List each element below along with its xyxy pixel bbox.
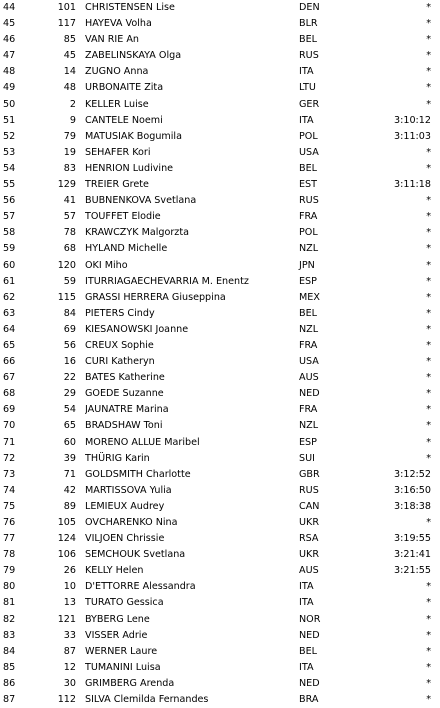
bib-number-cell: 115 [57,291,76,303]
table-row [0,161,440,177]
table-row [0,209,440,225]
finish-time-cell: * [426,372,431,384]
rank-cell: 70 [3,420,16,432]
nation-cell: DEN [299,2,320,13]
bib-number-cell: 124 [57,533,76,545]
finish-time-cell: * [426,436,431,448]
bib-number-cell: 12 [63,661,76,673]
table-row [0,451,440,467]
finish-time-cell: 3:11:18 [394,179,431,191]
nation-cell: POL [299,227,318,239]
nation-cell: GER [299,98,320,110]
finish-time-cell: * [426,388,431,400]
finish-time-cell: * [426,420,431,432]
finish-time-cell: 3:11:03 [394,130,431,142]
bib-number-cell: 112 [57,694,76,706]
table-row [0,113,440,129]
rider-name-cell: CHRISTENSEN Lise [85,2,175,13]
finish-time-cell: * [426,597,431,609]
nation-cell: UKR [299,549,319,561]
rank-cell: 79 [3,565,16,577]
rider-name-cell: VISSER Adrie [85,629,148,641]
finish-time-cell: 3:18:38 [394,500,431,512]
rank-cell: 54 [3,162,16,174]
bib-number-cell: 45 [63,50,76,62]
table-row [0,322,440,338]
table-row [0,129,440,145]
table-row [0,531,440,547]
nation-cell: SUI [299,452,315,464]
rider-name-cell: MARTISSOVA Yulia [85,484,172,496]
table-row [0,402,440,418]
rider-name-cell: HYLAND Michelle [85,243,168,255]
nation-cell: ITA [299,581,314,593]
nation-cell: AUS [299,565,319,577]
nation-cell: POL [299,130,318,142]
rider-name-cell: KRAWCZYK Malgorzta [85,227,189,239]
bib-number-cell: 57 [63,211,76,223]
finish-time-cell: * [426,243,431,255]
nation-cell: BEL [299,34,317,46]
bib-number-cell: 2 [69,98,76,110]
rank-cell: 82 [3,613,16,625]
nation-cell: RUS [299,50,319,62]
bib-number-cell: 16 [63,356,76,368]
bib-number-cell: 42 [63,484,76,496]
rider-name-cell: VILJOEN Chrissie [85,533,165,545]
bib-number-cell: 89 [63,500,76,512]
table-row [0,48,440,64]
nation-cell: GBR [299,468,320,480]
table-row [0,467,440,483]
table-row [0,628,440,644]
finish-time-cell: * [426,356,431,368]
nation-cell: BLR [299,18,318,30]
rider-name-cell: MATUSIAK Bogumila [85,130,182,142]
bib-number-cell: 59 [63,275,76,287]
rider-name-cell: ITURRIAGAECHEVARRIA M. Enentz [85,275,249,287]
finish-time-cell: * [426,259,431,271]
table-row [0,563,440,579]
bib-number-cell: 19 [63,146,76,158]
rider-name-cell: ZUGNO Anna [85,66,149,78]
nation-cell: JPN [299,259,315,271]
bib-number-cell: 106 [57,549,76,561]
nation-cell: NED [299,388,320,400]
rank-cell: 68 [3,388,16,400]
finish-time-cell: 3:16:50 [394,484,431,496]
table-row [0,370,440,386]
bib-number-cell: 14 [63,66,76,78]
bib-number-cell: 129 [57,179,76,191]
table-row [0,499,440,515]
finish-time-cell: * [426,227,431,239]
rider-name-cell: GOLDSMITH Charlotte [85,468,191,480]
bib-number-cell: 78 [63,227,76,239]
rider-name-cell: GRIMBERG Arenda [85,677,175,689]
table-row [0,177,440,193]
rank-cell: 65 [3,339,16,351]
bib-number-cell: 117 [57,18,76,30]
nation-cell: BRA [299,694,319,706]
rank-cell: 80 [3,581,16,593]
bib-number-cell: 83 [63,162,76,174]
table-row [0,306,440,322]
finish-time-cell: * [426,452,431,464]
finish-time-cell: 3:19:55 [394,533,431,545]
nation-cell: BEL [299,645,317,657]
rider-name-cell: KELLER Luise [85,98,149,110]
nation-cell: NZL [299,420,319,432]
rider-name-cell: TOUFFET Elodie [85,211,161,223]
table-row [0,660,440,676]
finish-time-cell: * [426,146,431,158]
rank-cell: 53 [3,146,16,158]
nation-cell: ESP [299,436,317,448]
bib-number-cell: 69 [63,323,76,335]
table-row [0,595,440,611]
finish-time-cell: 3:21:55 [394,565,431,577]
finish-time-cell: * [426,211,431,223]
bib-number-cell: 105 [57,517,76,528]
bib-number-cell: 48 [63,82,76,94]
rank-cell: 64 [3,323,16,335]
nation-cell: CAN [299,500,320,512]
rider-name-cell: GOEDE Suzanne [85,388,164,400]
table-row [0,418,440,434]
finish-time-cell: * [426,323,431,335]
nation-cell: LTU [299,82,316,94]
finish-time-cell: 3:12:52 [394,468,431,480]
rider-name-cell: HENRION Ludivine [85,162,174,174]
rank-cell: 85 [3,661,16,673]
table-row [0,435,440,451]
nation-cell: FRA [299,404,318,416]
table-row [0,241,440,257]
rank-cell: 58 [3,227,16,239]
finish-time-cell: * [426,162,431,174]
rider-name-cell: BYBERG Lene [85,613,150,625]
rank-cell: 44 [3,2,16,13]
nation-cell: RUS [299,484,319,496]
finish-time-cell: * [426,517,431,528]
finish-time-cell: * [426,82,431,94]
rider-name-cell: BUBNENKOVA Svetlana [85,195,197,207]
bib-number-cell: 22 [63,372,76,384]
rank-cell: 61 [3,275,16,287]
rider-name-cell: BRADSHAW Toni [85,420,163,432]
finish-time-cell: * [426,629,431,641]
nation-cell: BEL [299,307,317,319]
rider-name-cell: THÜRIG Karin [85,452,150,464]
bib-number-cell: 71 [63,468,76,480]
rider-name-cell: BATES Katherine [85,372,165,384]
rider-name-cell: OKI Miho [85,259,128,271]
rider-name-cell: VAN RIE An [85,34,139,46]
table-row [0,225,440,241]
finish-time-cell: * [426,195,431,207]
rank-cell: 72 [3,452,16,464]
bib-number-cell: 10 [63,581,76,593]
rank-cell: 73 [3,468,16,480]
rank-cell: 45 [3,18,16,30]
nation-cell: ITA [299,597,314,609]
bib-number-cell: 84 [63,307,76,319]
rider-name-cell: TREIER Grete [85,179,149,191]
rank-cell: 83 [3,629,16,641]
rank-cell: 56 [3,195,16,207]
finish-time-cell: * [426,339,431,351]
bib-number-cell: 65 [63,420,76,432]
table-row [0,386,440,402]
bib-number-cell: 29 [63,388,76,400]
nation-cell: NZL [299,243,319,255]
rider-name-cell: D'ETTORRE Alessandra [85,581,196,593]
table-row [0,193,440,209]
bib-number-cell: 68 [63,243,76,255]
rank-cell: 57 [3,211,16,223]
nation-cell: NED [299,629,320,641]
table-row [0,579,440,595]
finish-time-cell: * [426,2,431,13]
nation-cell: RSA [299,533,319,545]
rank-cell: 67 [3,372,16,384]
finish-time-cell: * [426,404,431,416]
rank-cell: 50 [3,98,16,110]
bib-number-cell: 54 [63,404,76,416]
rider-name-cell: SILVA Clemilda Fernandes [85,694,209,706]
bib-number-cell: 121 [57,613,76,625]
rider-name-cell: GRASSI HERRERA Giuseppina [85,291,226,303]
table-row [0,258,440,274]
table-row [0,644,440,660]
nation-cell: BEL [299,162,317,174]
rank-cell: 86 [3,677,16,689]
rank-cell: 77 [3,533,16,545]
rank-cell: 60 [3,259,16,271]
bib-number-cell: 41 [63,195,76,207]
rank-cell: 62 [3,291,16,303]
rank-cell: 66 [3,356,16,368]
rider-name-cell: LEMIEUX Audrey [85,500,165,512]
rider-name-cell: URBONAITE Zita [85,82,164,94]
rider-name-cell: SEMCHOUK Svetlana [85,549,186,561]
rider-name-cell: KIESANOWSKI Joanne [85,323,189,335]
finish-time-cell: * [426,50,431,62]
finish-time-cell: 3:10:12 [394,114,431,126]
table-row [0,612,440,628]
rider-name-cell: CANTELE Noemi [85,114,163,126]
bib-number-cell: 13 [63,597,76,609]
rank-cell: 87 [3,694,16,706]
finish-time-cell: 3:21:41 [394,549,431,561]
table-row [0,0,440,16]
rank-cell: 48 [3,66,16,78]
finish-time-cell: * [426,307,431,319]
finish-time-cell: * [426,694,431,706]
table-row [0,354,440,370]
rank-cell: 75 [3,500,16,512]
nation-cell: ITA [299,66,314,78]
bib-number-cell: 85 [63,34,76,46]
nation-cell: NZL [299,323,319,335]
nation-cell: MEX [299,291,320,303]
table-row [0,80,440,96]
rank-cell: 78 [3,549,16,561]
bib-number-cell: 9 [69,114,76,126]
nation-cell: UKR [299,517,319,528]
rank-cell: 84 [3,645,16,657]
bib-number-cell: 39 [63,452,76,464]
finish-time-cell: * [426,291,431,303]
finish-time-cell: * [426,275,431,287]
rank-cell: 46 [3,34,16,46]
nation-cell: NED [299,677,320,689]
rider-name-cell: TURATO Gessica [85,597,164,609]
rider-name-cell: PIETERS Cindy [85,307,155,319]
table-row [0,16,440,32]
rider-name-cell: OVCHARENKO Nina [85,517,178,528]
rider-name-cell: JAUNATRE Marina [85,404,169,416]
finish-time-cell: * [426,677,431,689]
finish-time-cell: * [426,98,431,110]
finish-time-cell: * [426,34,431,46]
bib-number-cell: 60 [63,436,76,448]
nation-cell: USA [299,356,319,368]
rank-cell: 49 [3,82,16,94]
table-row [0,32,440,48]
rank-cell: 76 [3,517,16,528]
bib-number-cell: 120 [57,259,76,271]
bib-number-cell: 79 [63,130,76,142]
table-row [0,547,440,563]
table-row [0,97,440,113]
bib-number-cell: 101 [57,2,76,13]
table-row [0,515,440,531]
finish-time-cell: * [426,661,431,673]
rider-name-cell: SEHAFER Kori [85,146,151,158]
finish-time-cell: * [426,613,431,625]
nation-cell: NOR [299,613,321,625]
nation-cell: RUS [299,195,319,207]
rider-name-cell: TUMANINI Luisa [85,661,161,673]
rider-name-cell: ZABELINSKAYA Olga [85,50,182,62]
nation-cell: ITA [299,661,314,673]
rank-cell: 51 [3,114,16,126]
table-row [0,64,440,80]
rank-cell: 69 [3,404,16,416]
nation-cell: EST [299,179,318,191]
table-row [0,692,440,708]
bib-number-cell: 87 [63,645,76,657]
rank-cell: 71 [3,436,16,448]
table-row [0,290,440,306]
table-row [0,145,440,161]
rank-cell: 55 [3,179,16,191]
rank-cell: 59 [3,243,16,255]
finish-time-cell: * [426,66,431,78]
nation-cell: USA [299,146,319,158]
bib-number-cell: 33 [63,629,76,641]
bib-number-cell: 26 [63,565,76,577]
rider-name-cell: WERNER Laure [85,645,158,657]
table-row [0,676,440,692]
bib-number-cell: 56 [63,339,76,351]
rank-cell: 47 [3,50,16,62]
nation-cell: FRA [299,211,318,223]
table-row [0,274,440,290]
rider-name-cell: CREUX Sophie [85,339,154,351]
rider-name-cell: CURI Katheryn [85,356,155,368]
rank-cell: 63 [3,307,16,319]
rank-cell: 81 [3,597,16,609]
rider-name-cell: KELLY Helen [85,565,144,577]
rider-name-cell: MORENO ALLUE Maribel [85,436,200,448]
table-row [0,338,440,354]
nation-cell: AUS [299,372,319,384]
finish-time-cell: * [426,18,431,30]
rank-cell: 52 [3,130,16,142]
finish-time-cell: * [426,645,431,657]
finish-time-cell: * [426,581,431,593]
table-row [0,483,440,499]
nation-cell: FRA [299,339,318,351]
bib-number-cell: 30 [63,677,76,689]
rider-name-cell: HAYEVA Volha [85,18,152,30]
nation-cell: ESP [299,275,317,287]
rank-cell: 74 [3,484,16,496]
nation-cell: ITA [299,114,314,126]
